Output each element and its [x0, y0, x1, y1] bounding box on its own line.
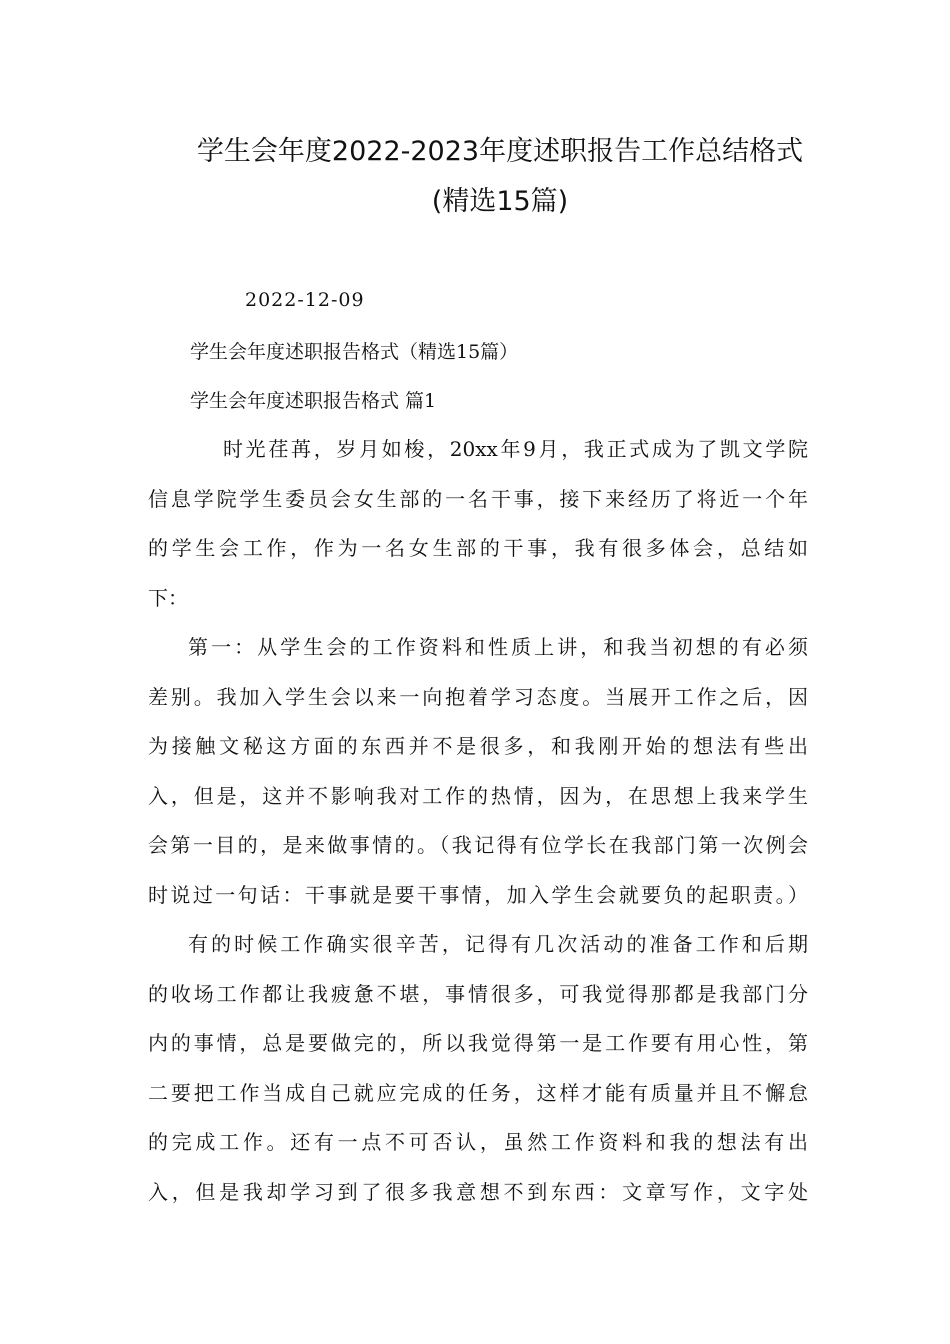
section-heading: 学生会年度述职报告格式 篇1 — [190, 390, 437, 412]
paragraph-line: 时光荏苒，岁月如梭，20xx年9月，我正式成为了凯文学院 — [223, 437, 808, 461]
paragraph-line: 的收场工作都让我疲惫不堪，事情很多，可我觉得那都是我部门分 — [148, 981, 808, 1006]
paragraph-line: 的学生会工作，作为一名女生部的干事，我有很多体会，总结如 — [148, 536, 808, 560]
paragraph-line: 下： — [148, 585, 188, 610]
paragraph-line: 为接触文秘这方面的东西并不是很多，和我刚开始的想法有些出 — [148, 734, 808, 758]
paragraph-line: 入，但是我却学习到了很多我意想不到东西：文章写作，文字处 — [148, 1179, 808, 1204]
document-title: 学生会年度2022-2023年度述职报告工作总结格式 — [196, 136, 804, 167]
body-text — [148, 425, 808, 1217]
paragraph-line: 有的时候工作确实很辛苦，记得有几次活动的准备工作和后期 — [188, 932, 808, 956]
paragraph-line: 的完成工作。还有一点不可否认，虽然工作资料和我的想法有出 — [148, 1130, 808, 1154]
document-subtitle: 学生会年度述职报告格式（精选15篇） — [190, 341, 519, 363]
paragraph-line: 内的事情，总是要做完的，所以我觉得第一是工作要有用心性，第 — [148, 1031, 808, 1055]
paragraph-line: 二要把工作当成自己就应完成的任务，这样才能有质量并且不懈怠 — [148, 1080, 808, 1105]
paragraph-line: 入，但是，这并不影响我对工作的热情，因为，在思想上我来学生 — [148, 783, 808, 808]
paragraph-line: 差别。我加入学生会以来一向抱着学习态度。当展开工作之后，因 — [148, 684, 808, 709]
paragraph-line: 时说过一句话：干事就是要干事情，加入学生会就要负的起职责。） — [148, 882, 808, 907]
document-title-suffix: (精选15篇) — [431, 186, 569, 217]
paragraph-line: 信息学院学生委员会女生部的一名干事，接下来经历了将近一个年 — [148, 486, 808, 511]
paragraph-line: 会第一目的，是来做事情的。（我记得有位学长在我部门第一次例会 — [148, 833, 808, 857]
publish-date: 2022-12-09 — [245, 289, 365, 311]
paragraph-line: 第一：从学生会的工作资料和性质上讲，和我当初想的有必须 — [188, 635, 808, 659]
